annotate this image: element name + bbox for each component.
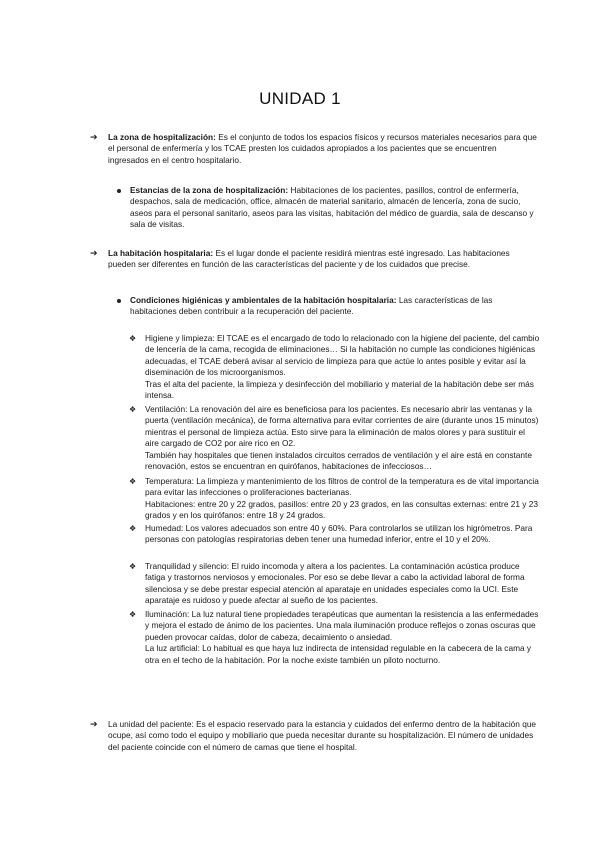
term: Higiene y limpieza: (145, 333, 215, 343)
term: Humedad: (145, 523, 184, 533)
section-hospitalization-zone (108, 132, 538, 166)
note: Habitaciones: entre 20 y 22 grados, pasillos: entre 20 y 23 grados, en las consultas externas: entre 21 y 23 grados y en los quirófanos: entre 18 y 24 grados. (145, 498, 538, 521)
definition: La luz natural tiene propiedades terapéuticas que aumentan la resistencia a las enfermedades y mejora el estado de ánimo de los pacientes. Una mala iluminación produce reflejos o zonas oscuras que pueden provocar caídas, dolor de cabeza, decaimiento o ansiedad. (145, 609, 539, 642)
definition: El TCAE es el encargado de todo lo relacionado con la higiene del paciente, del cambio de lencería de la cama, recogida de eliminaciones… Si la habitación no cumple las condiciones higiénicas adecuadas, el TCAE deberá avisar al servicio de limpieza para que actúe lo antes posible y evitar así la diseminación de los microorganismos. (145, 333, 540, 378)
arrow-icon: ➔ (90, 248, 98, 258)
diamond-icon: ❖ (129, 477, 137, 486)
definition: Las características de las habitaciones deben contribuir a la recuperación del paciente. (130, 295, 493, 317)
note: Tras el alta del paciente, la limpieza y desinfección del mobiliario y material de la habitación debe ser más intensa. (145, 378, 534, 401)
note: La luz artificial: Lo habitual es que haya luz indirecta de intensidad regulable en la cabecera de la cama y otra en el techo de la habitación. Por la noche existe también un piloto nocturno. (145, 643, 532, 665)
definition: Es el conjunto de todos los espacios físicos y recursos materiales necesarios para que el personal de enfermería y los TCAE presten los cuidados apropiados a los pacientes que se encuentren ingresados en el centro hospitalario. (108, 132, 537, 165)
bullet-icon (117, 299, 121, 303)
diamond-icon: ❖ (129, 524, 137, 533)
term: Condiciones higiénicas y ambientales de la habitación hospitalaria: (130, 295, 397, 305)
term: Iluminación: (145, 609, 190, 619)
term: Estancias de la zona de hospitalización: (130, 185, 289, 195)
arrow-icon: ➔ (90, 132, 98, 142)
note: También hay hospitales que tienen instalados circuitos cerrados de ventilación y el aire está en constante renovación, estos se encuentran en quirófanos, habitaciones de infecciosos… (145, 449, 532, 472)
item-humidity (145, 523, 540, 546)
item-ventilation (145, 404, 540, 472)
definition: Habitaciones de los pacientes, pasillos, control de enfermería, despachos, sala de medicación, office, almacén de material sanitario, almacén de lencería, zona de sucio, aseos para el personal sanitario, aseos para las visitas, habitación del médico de guardia, sala de descanso y sala de visitas. (130, 185, 534, 230)
diamond-icon: ❖ (129, 405, 137, 414)
definition: La renovación del aire es beneficiosa para los pacientes. Es necesario abrir las ventanas y la puerta (ventilación mecánica), de forma alternativa para evitar corrientes de aire (durante unos 15 minutos) mientras el personal de limpieza actúa. Esto sirve para la eliminación de malos olores y para sustituir el aire cargado de CO2 por aire rico en O2. (145, 404, 539, 449)
bullet-icon (117, 189, 121, 193)
diamond-icon: ❖ (129, 334, 137, 343)
definition: El ruido incomoda y altera a los pacientes. La contaminación acústica produce fatiga y trastornos nerviosos y emocionales. Por eso se debe llevar a cabo la actividad laboral de forma silenciosa y se debe prestar especial atención al aparataje en unidades especiales como la UCI. Este aparataje es ruidoso y puede afectar al sueño de los pacientes. (145, 561, 525, 606)
definition: La limpieza y mantenimiento de los filtros de control de la temperatura es de vital importancia para evitar las infecciones o proliferaciones bacterianas. (145, 476, 539, 498)
term: Tranquilidad y silencio: (145, 561, 230, 571)
term: La zona de hospitalización: (108, 132, 216, 142)
diamond-icon: ❖ (129, 610, 137, 619)
item-lighting (145, 609, 540, 666)
definition: Es el espacio reservado para la estancia y cuidados del enfermo dentro de la habitación que ocupe, así como todo el equipo y mobiliario que pueda necesitar durante su hospitalización. El número de unidades del paciente coincide con el número de camas que tiene el hospital. (108, 719, 537, 752)
page-title: UNIDAD 1 (259, 89, 341, 108)
item-hygiene (145, 333, 540, 401)
item-silence (145, 561, 540, 607)
section-room-conditions (130, 295, 540, 318)
diamond-icon: ❖ (129, 562, 137, 571)
arrow-icon: ➔ (90, 719, 98, 729)
item-temperature (145, 476, 540, 522)
term: Temperatura: (145, 476, 194, 486)
section-zone-rooms (130, 185, 540, 231)
definition: Los valores adecuados son entre 40 y 60%. Para controlarlos se utilizan los higrómetros. Para personas con patologías respiratorias deben tener una humedad inferior, entre el 10 y el 20%. (145, 523, 533, 545)
term: La unidad del paciente: (108, 719, 194, 729)
section-patient-unit (108, 719, 538, 753)
definition: Es el lugar donde el paciente residirá mientras esté ingresado. Las habitaciones pueden ser diferentes en función de las características del paciente y de los cuidados que precise. (108, 248, 510, 270)
term: Ventilación: (145, 404, 188, 414)
section-hospital-room (108, 248, 538, 271)
term: La habitación hospitalaria: (108, 248, 214, 258)
